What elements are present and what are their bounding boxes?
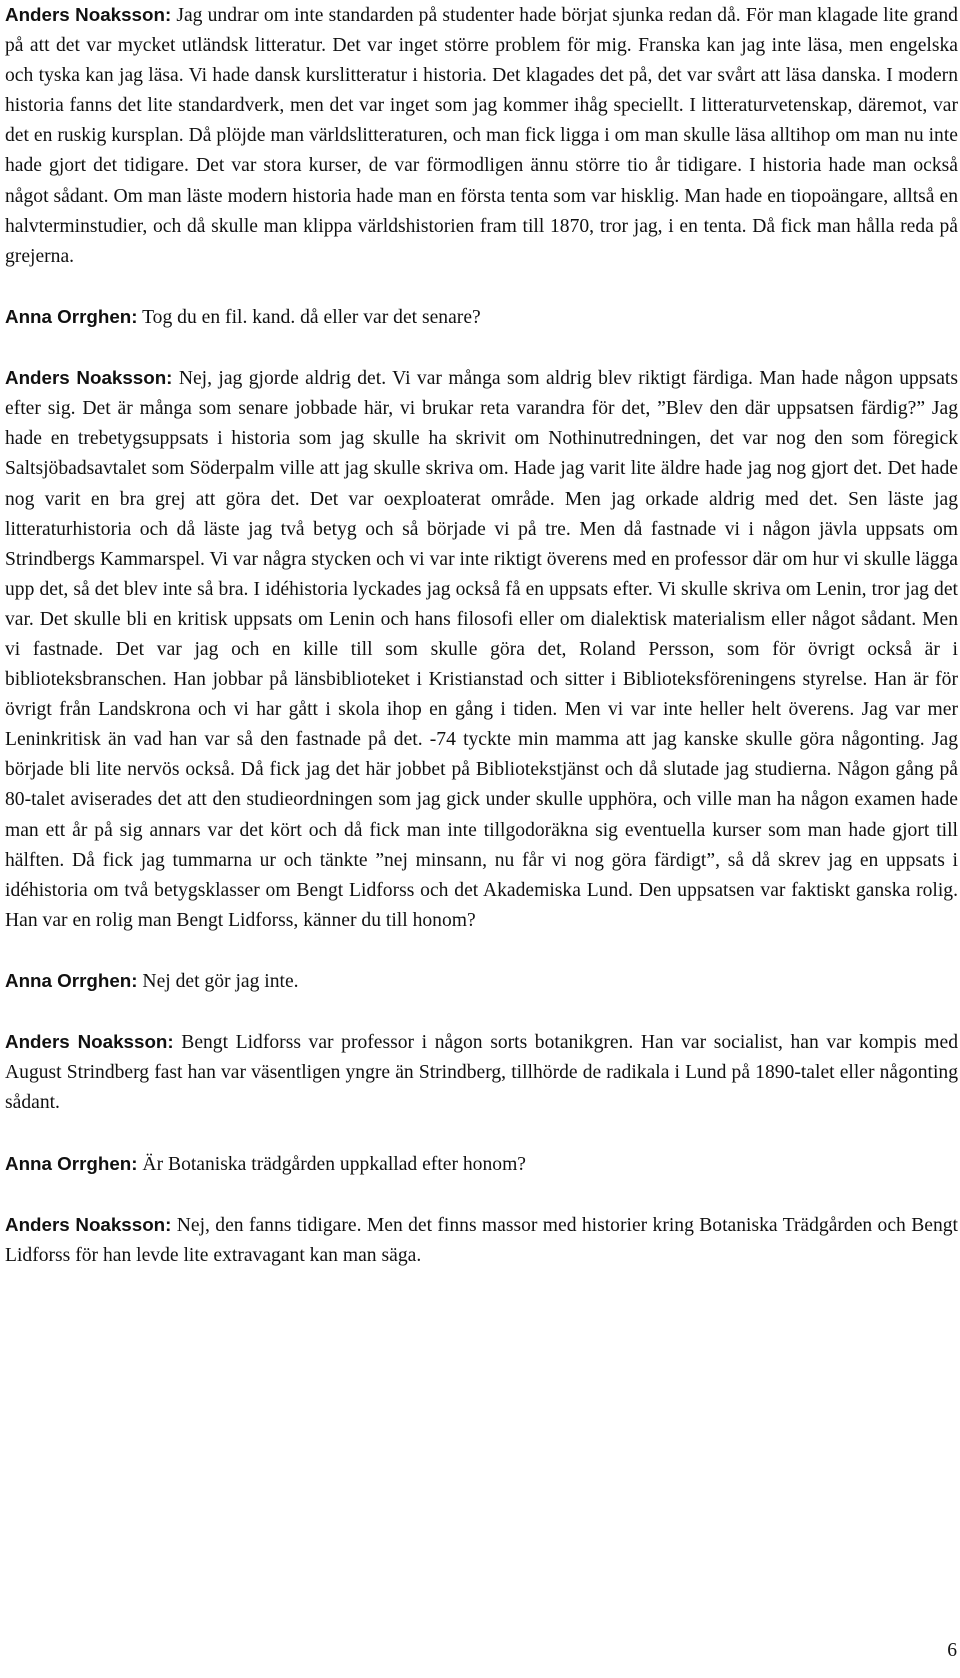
- speaker-name: Anders Noaksson:: [5, 367, 173, 389]
- speaker-name: Anders Noaksson:: [5, 1031, 174, 1053]
- transcript-paragraph: [5, 1149, 958, 1180]
- utterance-text: Bengt Lidforss var professor i någon sorts botanikgren. Han var socialist, han var kompis med August Strindberg fast han var väsentligen yngre än Strindberg, tillhörde de radikala i Lund på 1890-talet eller någonting sådant.: [5, 1032, 958, 1114]
- utterance-text: Nej det gör jag inte.: [142, 971, 299, 992]
- paragraph-spacer: [5, 272, 958, 302]
- paragraph-spacer: [5, 936, 958, 966]
- paragraph-spacer: [5, 1180, 958, 1210]
- speaker-name: Anders Noaksson:: [5, 4, 172, 25]
- utterance-text: Nej, jag gjorde aldrig det. Vi var många som aldrig blev riktigt färdiga. Man hade någon uppsats efter sig. Det är många som senare jobbade här, vi brukar reta varandra för det, ”Blev den där uppsatsen färdig?” Jag hade en trebetygsuppsats i historia som jag skulle ha skrivit om Nothinutredningen, det var nog den som föregick Saltsjöbadsavtalet som Söderpalm ville att jag skulle skriva om. Hade jag varit lite äldre hade jag nog gjort det. Det hade nog varit en bra grej att göra det. Det var oexploaterat område. Men jag orkade aldrig med det. Sen läste jag litteraturhistoria och då läste jag två betyg och så började vi på tre. Men då fastnade vi i någon jävla uppsats om Strindbergs Kammarspel. Vi var några stycken och vi var inte riktigt överens med en professor där om hur vi skulle lägga upp det, så det blev inte så bra. I idéhistoria lyckades jag också få en uppsats efter. Vi skulle skriva om Lenin, tror jag det var. Det skulle bli en kritisk uppsats om Lenin och hans filosofi eller om dialektisk materialism eller något sådant. Men vi fastnade. Det var jag och en kille till som skulle göra det, Roland Persson, som för övrigt också är i biblioteksbranschen. Han jobbar på länsbiblioteket i Kristianstad och sitter i Biblioteksföreningens styrelse. Han är för övrigt från Landskrona och vi har gått i skola ihop en gång i tiden. Men vi var inte heller helt överens. Jag var mer Leninkritisk än vad han var så den fastnade på det. -74 tyckte min mamma att jag kanske skulle göra någonting. Jag började bli lite nervös också. Då fick jag det här jobbet på Bibliotekstjänst och då slutade jag studierna. Någon gång på 80-talet aviserades det att den studieordningen som jag gick under skulle upphöra, och ville man ha någon examen hade man ett år på sig annars var det kört och då fick man inte tillgodoräkna sig eventuella kurser som man hade gjort till hälften. Då fick jag tummarna ur och tänkte ”nej minsann, nu får vi nog göra färdigt”, så då skrev jag en uppsats i idéhistoria om två betygsklasser om Bengt Lidforss och det Akademiska Lund. Den uppsatsen var faktiskt ganska rolig. Han var en rolig man Bengt Lidforss, känner du till honom?: [5, 368, 958, 931]
- transcript-paragraph: [5, 302, 958, 333]
- speaker-name: Anna Orrghen:: [5, 1152, 138, 1174]
- transcript-page: [5, 0, 958, 1271]
- speaker-name: Anna Orrghen:: [5, 970, 138, 991]
- transcript-paragraph: [5, 966, 958, 997]
- transcript-paragraph: [5, 363, 958, 936]
- utterance-text: Är Botaniska trädgården uppkallad efter honom?: [142, 1153, 527, 1175]
- utterance-text: Nej, den fanns tidigare. Men det finns massor med historier kring Botaniska Trädgården och Bengt Lidforss för han levde lite extravagant kan man säga.: [5, 1214, 958, 1266]
- speaker-name: Anna Orrghen:: [5, 305, 138, 327]
- transcript-paragraph: [5, 1027, 958, 1118]
- paragraph-spacer: [5, 1118, 958, 1148]
- paragraph-spacer: [5, 997, 958, 1027]
- transcript-paragraph: [5, 0, 958, 272]
- transcript-paragraph: [5, 1210, 958, 1271]
- utterance-text: Tog du en fil. kand. då eller var det senare?: [142, 306, 481, 328]
- speaker-name: Anders Noaksson:: [5, 1213, 172, 1235]
- utterance-text: Jag undrar om inte standarden på studenter hade börjat sjunka redan då. För man klagade lite grand på att det var mycket utländsk litteratur. Det var inget större problem för mig. Franska kan jag inte läsa, men engelska och tyska kan jag läsa. Vi hade dansk kurslitteratur i historia. Det klagades det på, det var svårt att läsa danska. I modern historia fanns det lite standardverk, men det var inget som jag kommer ihåg speciellt. I litteraturvetenskap, däremot, var det en ruskig kursplan. Då plöjde man världslitteraturen, och man fick ligga i om man skulle läsa alltihop om man nu inte hade gjort det tidigare. Det var stora kurser, de var förmodligen ännu större tio år tidigare. I historia hade man också något sådant. Om man läste modern historia hade man en första tenta som var hisklig. Man hade en tiopoängare, alltså en halvterminstudier, och då skulle man klippa världshistorien fram till 1870, tror jag, i en tenta. Då fick man hålla reda på grejerna.: [5, 5, 958, 267]
- page-number: 6: [947, 1640, 957, 1661]
- paragraph-spacer: [5, 333, 958, 363]
